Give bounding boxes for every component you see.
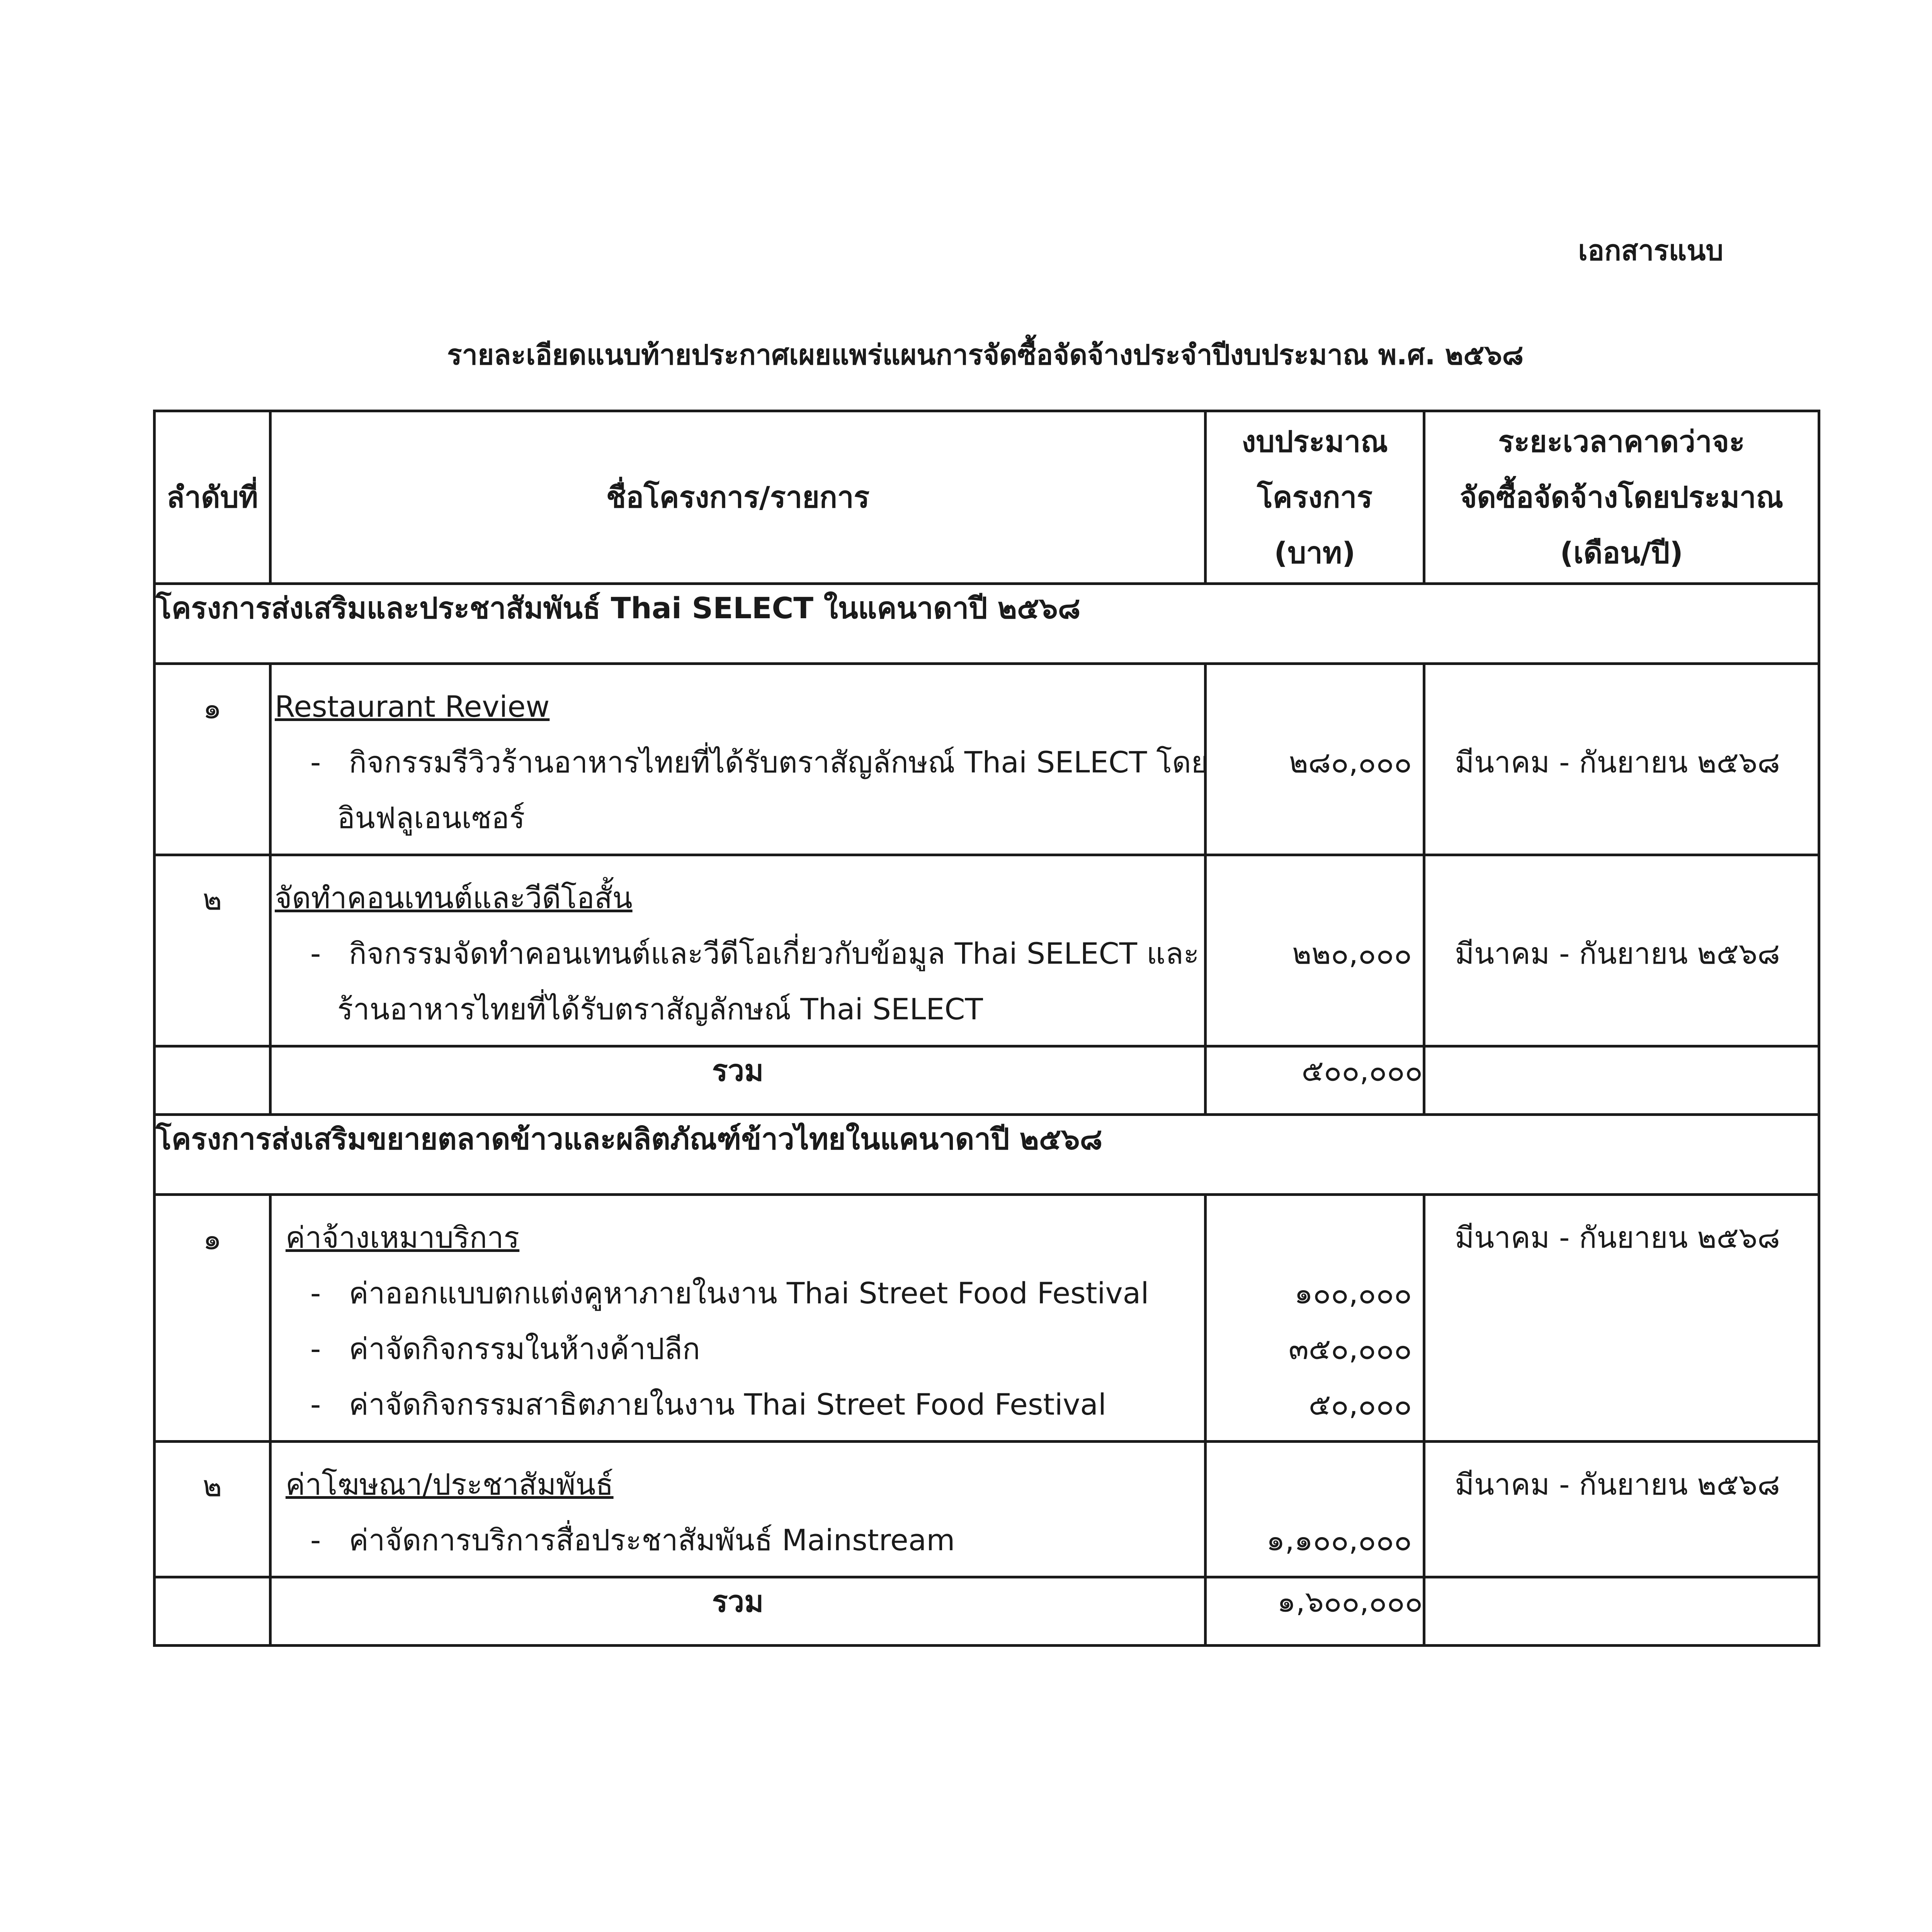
total-label: รวม [270, 1046, 1206, 1115]
table-row [155, 855, 1819, 1046]
row-amount: ๒๒๐,๐๐๐ [1206, 855, 1424, 1046]
row-amount: ๒๘๐,๐๐๐ [1206, 664, 1424, 855]
document-title: รายละเอียดแนบท้ายประกาศเผยแพร่แผนการจัดซื้อจัดจ้างประจำปีงบประมาณ พ.ศ. ๒๕๖๘ [447, 338, 1524, 371]
item-line: - กิจกรรมจัดทำคอนเทนต์และวีดีโอเกี่ยวกับข้อมูล Thai SELECT และ [310, 936, 1199, 971]
item-line: - ค่าจัดการบริการสื่อประชาสัมพันธ์ Mainstream [310, 1523, 955, 1557]
section-title: โครงการส่งเสริมและประชาสัมพันธ์ Thai SELECT ในแคนาดาปี ๒๕๖๘ [155, 584, 1819, 664]
procurement-plan-table [153, 410, 1820, 1647]
total-blank [155, 1577, 270, 1646]
row-number: ๑ [155, 1195, 270, 1442]
row-heading: ค่าจ้างเหมาบริการ [286, 1220, 520, 1255]
table-row [155, 664, 1819, 855]
item-amount: ๕๐,๐๐๐ [1308, 1387, 1412, 1422]
total-blank [1424, 1046, 1819, 1115]
row-number: ๑ [155, 664, 270, 855]
header-no: ลำดับที่ [155, 411, 270, 584]
item-line: - ค่าจัดกิจกรรมสาธิตภายในงาน Thai Street Food Festival [310, 1387, 1107, 1422]
header-budget-line: โครงการ [1257, 480, 1373, 514]
header-budget-line: งบประมาณ [1242, 424, 1388, 459]
table-header-row [155, 411, 1819, 584]
row-period: มีนาคม - กันยายน ๒๕๖๘ [1424, 664, 1819, 855]
attachment-label: เอกสารแนบ [1578, 234, 1723, 267]
section-title-row [155, 584, 1819, 664]
row-description [270, 664, 1209, 855]
row-description [270, 1195, 1206, 1442]
row-heading: ค่าโฆษณา/ประชาสัมพันธ์ [286, 1467, 614, 1502]
total-amount: ๕๐๐,๐๐๐ [1206, 1046, 1424, 1115]
item-line: - ค่าออกแบบตกแต่งคูหาภายในงาน Thai Street Food Festival [310, 1276, 1149, 1310]
header-period [1424, 411, 1819, 584]
item-line: - ค่าจัดกิจกรรมในห้างค้าปลีก [310, 1332, 700, 1366]
header-period-line: (เดือน/ปี) [1560, 536, 1683, 570]
item-line-continued: อินฟลูเอนเซอร์ [337, 801, 525, 835]
total-row [155, 1046, 1819, 1115]
header-budget [1206, 411, 1424, 584]
table-row [155, 1442, 1819, 1577]
row-number: ๒ [155, 855, 270, 1046]
item-amount: ๑,๑๐๐,๐๐๐ [1266, 1523, 1412, 1557]
item-line-continued: ร้านอาหารไทยที่ได้รับตราสัญลักษณ์ Thai SELECT [337, 992, 983, 1026]
row-period: มีนาคม - กันยายน ๒๕๖๘ [1424, 855, 1819, 1046]
total-amount: ๑,๖๐๐,๐๐๐ [1206, 1577, 1424, 1646]
section-title-row [155, 1115, 1819, 1195]
row-description [270, 855, 1206, 1046]
row-heading: จัดทำคอนเทนต์และวีดีโอสั้น [275, 881, 633, 915]
total-blank [155, 1046, 270, 1115]
table-row [155, 1195, 1819, 1442]
row-description [270, 1442, 1206, 1577]
total-row [155, 1577, 1819, 1646]
row-period: มีนาคม - กันยายน ๒๕๖๘ [1424, 1442, 1819, 1577]
header-name: ชื่อโครงการ/รายการ [270, 411, 1206, 584]
row-amount [1206, 1442, 1424, 1577]
row-number: ๒ [155, 1442, 270, 1577]
total-label: รวม [270, 1577, 1206, 1646]
row-heading: Restaurant Review [275, 689, 550, 724]
item-line: - กิจกรรมรีวิวร้านอาหารไทยที่ได้รับตราสัญลักษณ์ Thai SELECT โดย [310, 745, 1209, 779]
section-title: โครงการส่งเสริมขยายตลาดข้าวและผลิตภัณฑ์ข้าวไทยในแคนาดาปี ๒๕๖๘ [155, 1115, 1819, 1195]
item-amount: ๑๐๐,๐๐๐ [1294, 1276, 1412, 1310]
total-blank [1424, 1577, 1819, 1646]
item-amount: ๓๕๐,๐๐๐ [1288, 1332, 1412, 1366]
header-period-line: ระยะเวลาคาดว่าจะ [1498, 424, 1745, 459]
row-period: มีนาคม - กันยายน ๒๕๖๘ [1424, 1195, 1819, 1442]
header-budget-line: (บาท) [1274, 536, 1355, 570]
header-period-line: จัดซื้อจัดจ้างโดยประมาณ [1459, 480, 1784, 514]
row-amount [1206, 1195, 1424, 1442]
